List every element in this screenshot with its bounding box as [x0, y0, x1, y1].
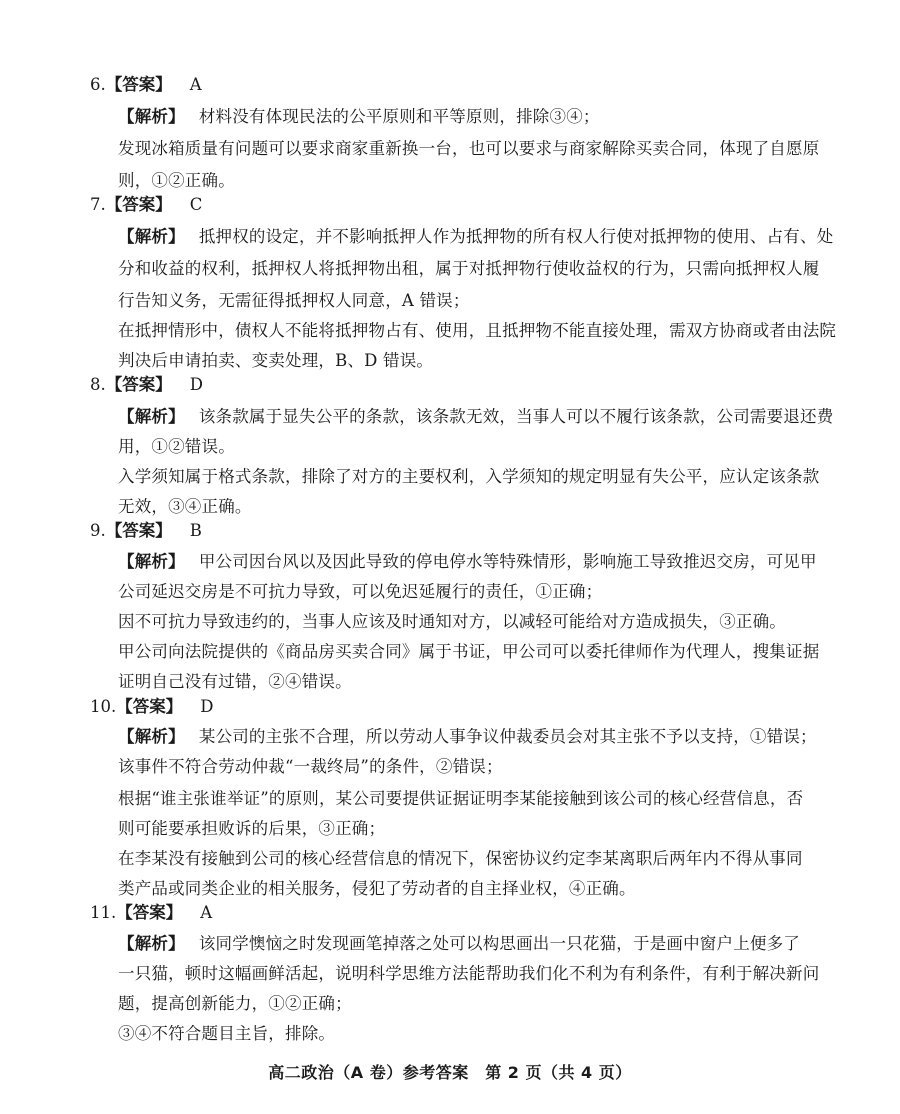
question-7-header [90, 192, 202, 218]
answer-label: 【答案】 [105, 75, 172, 94]
analysis-label: 【解析】 [118, 227, 185, 246]
analysis-line: ③④不符合题目主旨，排除。 [118, 1024, 336, 1043]
analysis-line: 该事件不符合劳动仲裁“一裁终局”的条件，②错误； [118, 757, 503, 776]
analysis-line: 公司延迟交房是不可抗力导致，可以免迟延履行的责任，①正确； [118, 582, 603, 601]
answer-value: A [189, 75, 202, 94]
question-6-header [90, 72, 202, 98]
answer-label: 【答案】 [116, 903, 183, 922]
question-number: 7. [90, 195, 106, 214]
analysis-line: 一只猫，顿时这幅画鲜活起，说明科学思维方法能帮助我们化不利为有利条件，有利于解决新问 [118, 964, 820, 983]
analysis-label: 【解析】 [118, 107, 185, 126]
analysis-line: 类产品或同类企业的相关服务，侵犯了劳动者的自主择业权，④正确。 [118, 879, 636, 898]
analysis-line: 【解析】 该条款属于显失公平的条款，该条款无效，当事人可以不履行该条款，公司需要退还费 [118, 407, 834, 426]
question-number: 6. [90, 75, 106, 94]
page-footer: 高二政治（A 卷）参考答案 第 2 页（共 4 页） [268, 1063, 632, 1082]
analysis-line: 根据“谁主张谁举证”的原则，某公司要提供证据证明李某能接触到该公司的核心经营信息，否 [118, 789, 804, 808]
answer-value: B [189, 521, 202, 540]
analysis-label: 【解析】 [118, 407, 185, 426]
analysis-line: 判决后申请拍卖、变卖处理，B、D 错误。 [118, 351, 434, 370]
question-11-header [90, 900, 212, 926]
analysis-line: 题，提高创新能力，①②正确； [118, 994, 352, 1013]
answer-label: 【答案】 [105, 375, 172, 394]
analysis-line: 【解析】 甲公司因台风以及因此导致的停电停水等特殊情形，影响施工导致推迟交房，可见甲 [118, 552, 817, 571]
analysis-line: 证明自己没有过错，②④错误。 [118, 672, 352, 691]
answer-label: 【答案】 [116, 697, 183, 716]
analysis-label: 【解析】 [118, 934, 185, 953]
analysis-line: 无效，③④正确。 [118, 497, 252, 516]
analysis-line: 【解析】 材料没有体现民法的公平原则和平等原则，排除③④； [118, 107, 600, 126]
question-number: 10. [90, 697, 117, 716]
analysis-line: 【解析】 抵押权的设定，并不影响抵押人作为抵押物的所有权人行使对抵押物的使用、占有、处 [118, 227, 834, 246]
analysis-line: 甲公司向法院提供的《商品房买卖合同》属于书证，甲公司可以委托律师作为代理人，搜集证据 [118, 642, 820, 661]
question-number: 9. [90, 521, 106, 540]
analysis-line: 【解析】 某公司的主张不合理，所以劳动人事争议仲裁委员会对其主张不予以支持，①错误； [118, 727, 817, 746]
question-number: 8. [90, 375, 106, 394]
analysis-line: 则可能要承担败诉的后果，③正确； [118, 819, 386, 838]
analysis-line: 用，①②错误。 [118, 437, 235, 456]
analysis-line: 【解析】 该同学懊恼之时发现画笔掉落之处可以构思画出一只花猫，于是画中窗户上便多了 [118, 934, 801, 953]
answer-value: A [200, 903, 213, 922]
analysis-line: 分和收益的权利，抵押权人将抵押物出租，属于对抵押物行使收益权的行为，只需向抵押权人履 [118, 259, 820, 278]
answer-value: C [189, 195, 203, 214]
analysis-line: 则，①②正确。 [118, 171, 235, 190]
question-9-header [90, 518, 202, 544]
question-8-header [90, 372, 203, 398]
question-10-header [90, 694, 213, 720]
analysis-line: 入学须知属于格式条款，排除了对方的主要权利，入学须知的规定明显有失公平，应认定该条款 [118, 467, 820, 486]
answer-label: 【答案】 [105, 521, 172, 540]
analysis-line: 发现冰箱质量有问题可以要求商家重新换一台，也可以要求与商家解除买卖合同，体现了自愿原 [118, 139, 820, 158]
analysis-line: 在李某没有接触到公司的核心经营信息的情况下，保密协议约定李某离职后两年内不得从事同 [118, 849, 803, 868]
analysis-label: 【解析】 [118, 727, 185, 746]
analysis-label: 【解析】 [118, 552, 185, 571]
answer-label: 【答案】 [105, 195, 172, 214]
analysis-line: 因不可抗力导致违约的，当事人应该及时通知对方，以减轻可能给对方造成损失，③正确。 [118, 612, 786, 631]
answer-value: D [189, 375, 203, 394]
answer-value: D [200, 697, 214, 716]
question-number: 11. [90, 903, 117, 922]
analysis-line: 行告知义务，无需征得抵押权人同意，A 错误； [118, 291, 470, 310]
analysis-line: 在抵押情形中，债权人不能将抵押物占有、使用，且抵押物不能直接处理，需双方协商或者由法院 [118, 321, 837, 340]
